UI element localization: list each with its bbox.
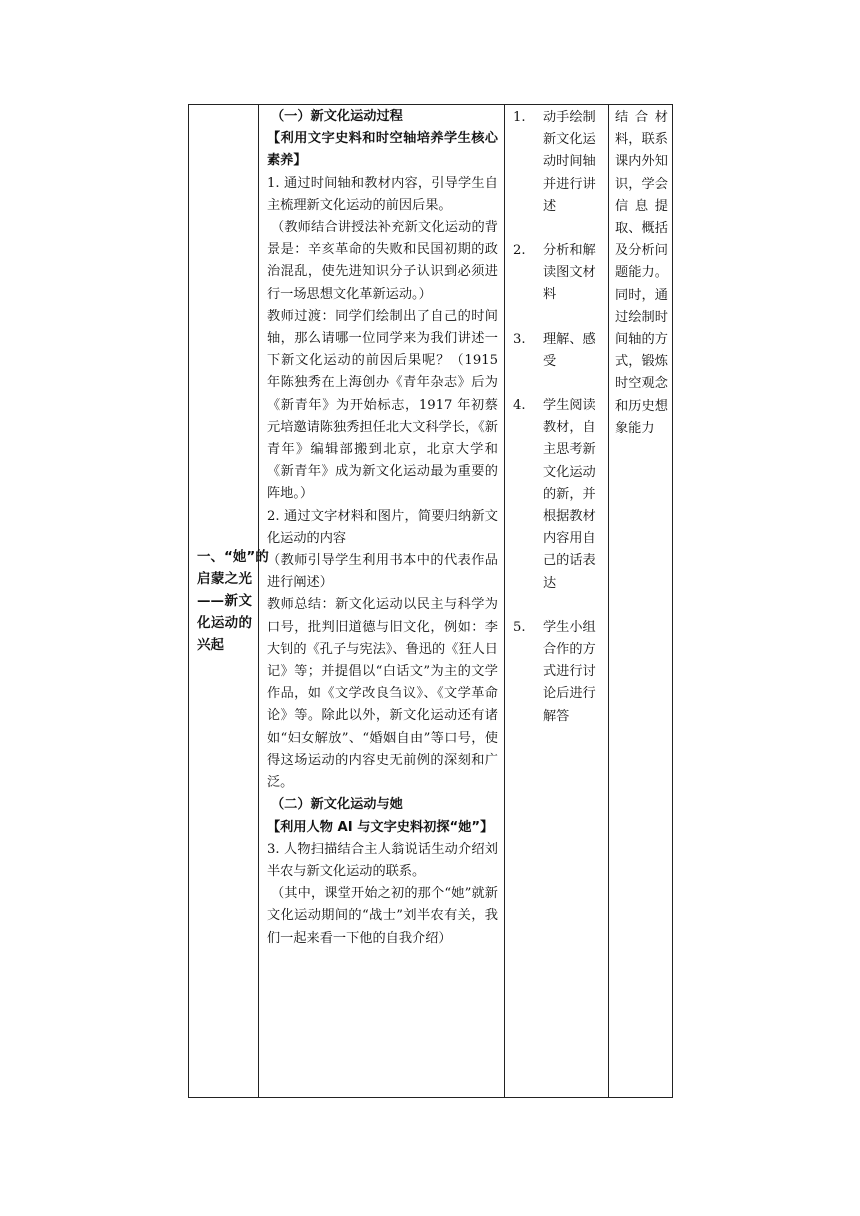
paragraph-8: （其中，课堂开始之初的那个“她”就新文化运动期间的“战士”刘半农有关，我们一起来看一下他的自我介绍） [267,886,498,946]
activity-item: 4. 学生阅读教材，自主思考新文化运动的新，并根据教材内容用自己的话表达 [513,398,596,591]
activities-cell [505,105,609,1098]
section-1-title: （一）新文化运动过程 [270,109,403,124]
paragraph-1: 1. 通过时间轴和教材内容，引导学生自主梳理新文化运动的前因后果。 [267,175,498,213]
section-1-goal: 【利用文字史料和时空轴培养学生核心素养】 [267,131,498,169]
paragraph-6: 教师总结：新文化运动以民主与科学为口号，批判旧道德与旧文化，例如：李大钊的《孔子与宪法》、鲁迅的《狂人日记》等；并提倡以“白话文”为主的文学作品，如《文学改良刍议》、《文学革命论》等。除此以外，新文化运动还有诸如“妇女解放”、“婚姻自由”等口号，使得这场运动的内容史无前例的深刻和广泛。 [267,597,498,791]
design-intent: 结合材料，联系课内外知识，学会信息提取、概括及分析问题能力。同时，通过绘制时间轴的方式，锻炼时空观念和历史想象能力 [615,110,668,436]
paragraph-3: 教师过渡：同学们绘制出了自己的时间轴，那么请哪一位同学来为我们讲述一下新文化运动的前因后果呢？（1915 年陈独秀在上海创办《青年杂志》后为《新青年》为开始标志，1917 年初蔡元培邀请陈独秀担任北大文科学长，《新青年》编辑部搬到北京，北京大学和《新青年》成为新文化运动最为重要的阵地。） [267,308,498,502]
intent-cell [609,105,673,1098]
stage-title: 一、“她”的启蒙之光——新文化运动的兴起 [197,549,269,653]
paragraph-7: 3. 人物扫描结合主人翁说话生动介绍刘半农与新文化运动的联系。 [267,841,498,879]
section-2-goal: 【利用人物 AI 与文字史料初探“她”】 [267,819,494,835]
activity-item: 2. 分析和解读图文材料 [513,243,596,303]
activity-item: 1. 动手绘制新文化运动时间轴并进行讲述 [513,110,596,214]
table-row [189,105,673,1098]
content-cell [259,105,505,1098]
paragraph-5: （教师引导学生利用书本中的代表作品进行阐述） [267,553,498,591]
activity-item: 5. 学生小组合作的方式进行讨论后进行解答 [513,619,596,724]
stage-cell [189,105,269,1098]
paragraph-2: （教师结合讲授法补充新文化运动的背景是：辛亥革命的失败和民国初期的政治混乱，使先进知识分子认识到必须进行一场思想文化革新运动。） [267,220,498,302]
lesson-plan-table [188,104,673,1098]
activity-item: 3. 理解、感受 [513,331,596,369]
paragraph-4: 2. 通过文字材料和图片，简要归纳新文化运动的内容 [267,508,498,546]
section-2-title: （二）新文化运动与她 [270,797,403,813]
